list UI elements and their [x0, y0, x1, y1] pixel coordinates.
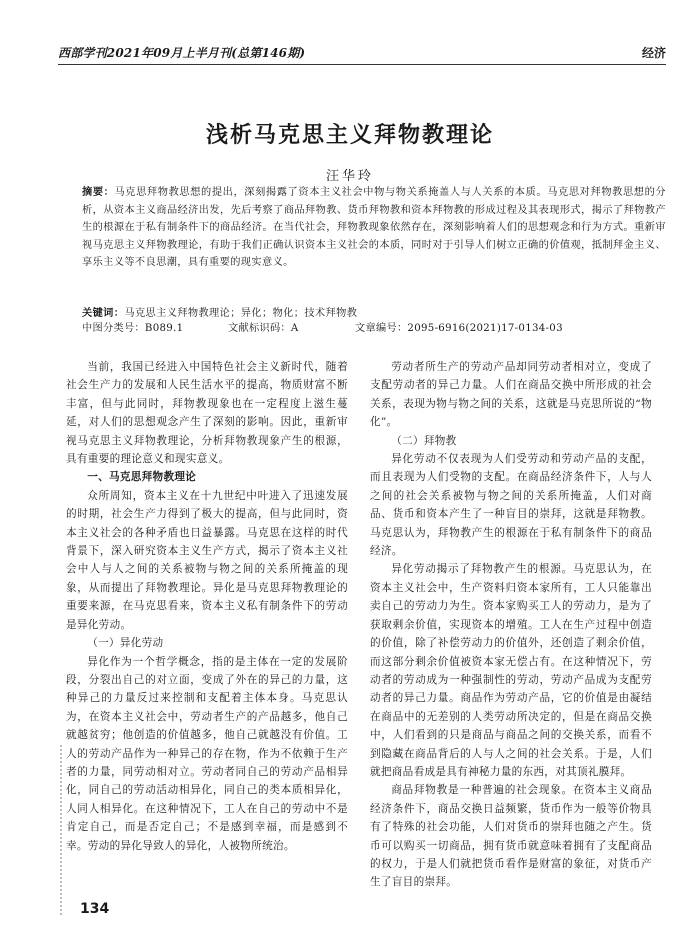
paragraph: 众所周知，资本主义在十九世纪中叶进入了迅速发展的时期，社会生产力得到了极大的提高，但与此同时，资本主义社会的各种矛盾也日益暴露。马克思在这样的时代背景下，深入研究资本主义生产方式，揭示了资本主义社会中人与人之间的关系被物与物之间的关系所掩盖的现象，从而提出了拜物教理论。异化是马克思拜物教理论的重要来源，在马克思看来，资本主义私有制条件下的劳动是异化劳动。 — [66, 489, 348, 631]
paragraph: 当前，我国已经进入中国特色社会主义新时代，随着社会生产力的发展和人民生活水平的提高，物质财富不断丰富，但与此同时，拜物教现象也在一定程度上滋生蔓延，对人们的思想观念产生了深刻的影响。因此，重新审视马克思主义拜物教理论，分析拜物教现象产生的根源，具有重要的理论意义和现实意义。 — [66, 361, 348, 466]
keywords-label: 关键词： — [82, 307, 125, 319]
paragraph: 劳动者所生产的劳动产品却同劳动者相对立，变成了支配劳动者的异己力量。人们在商品交换中所形成的社会关系，表现为物与物之间的关系，这就是马克思所说的“物化”。 — [370, 361, 652, 429]
document-code: 文献标识码：A — [228, 323, 299, 334]
keywords — [82, 305, 666, 322]
subsection-heading: （一）异化劳动 — [87, 637, 164, 650]
abstract-text: 马克思拜物教思想的提出，深刻揭露了资本主义社会中物与物关系掩盖人与人关系的本质。马克思对拜物教思想的分析，从资本主义商品经济出发，先后考察了商品拜物教、货币拜物教和资本拜物教的形成过程及其表现形式，揭示了拜物教产生的根源在于私有制条件下的商品经济。在当代社会，拜物教现象依然存在，深刻影响着人们的思想观念和行为方式。重新审视马克思主义拜物教理论，有助于我们正确认识资本主义社会的本质，同时对于引导人们树立正确的价值观，抵制拜金主义、享乐主义等不良思潮，具有重要的现实意义。 — [82, 187, 666, 269]
abstract — [82, 184, 666, 272]
body-column-left — [66, 358, 348, 903]
running-header — [58, 42, 666, 64]
keywords-text: 马克思主义拜物教理论；异化；物化；技术拜物教 — [124, 308, 358, 319]
body-column-right — [370, 358, 652, 918]
margin-dots — [60, 745, 66, 915]
paragraph: 商品拜物教是一种普遍的社会现象。在资本主义商品经济条件下，商品交换日益频繁，货币作为一般等价物具有了特殊的社会功能，人们对货币的崇拜也随之产生。货币可以购买一切商品，拥有货币就意味着拥有了支配商品的权力，于是人们就把货币看作是财富的象征，对货币产生了盲目的崇拜。 — [370, 784, 652, 889]
article-number: 文章编号：2095-6916(2021)17-0134-03 — [355, 323, 563, 334]
subsection-heading: （二）拜物教 — [391, 434, 457, 447]
header-divider — [58, 64, 666, 65]
paragraph: 异化劳动不仅表现为人们受劳动和劳动产品的支配，而且表现为人们受物的支配。在商品经济条件下，人与人之间的社会关系被物与物之间的关系所掩盖，人们对商品、货币和资本产生了一种盲目的崇拜，这就是拜物教。马克思认为，拜物教产生的根源在于私有制条件下的商品经济。 — [370, 453, 652, 558]
article-metadata — [82, 321, 666, 337]
article-title: 浅析马克思主义拜物教理论 — [205, 122, 494, 148]
section-label: 经济 — [641, 46, 666, 60]
abstract-label: 摘要： — [82, 186, 115, 198]
paragraph: 异化劳动揭示了拜物教产生的根源。马克思认为，在资本主义社会中，生产资料归资本家所有，工人只能靠出卖自己的劳动力为生。资本家购买工人的劳动力，是为了获取剩余价值，实现资本的增殖。工人在生产过程中创造的价值，除了补偿劳动力的价值外，还创造了剩余价值，而这部分剩余价值被资本家无偿占有。在这种情况下，劳动者的劳动成为一种强制性的劳动，劳动产品成为支配劳动者的异己力量。商品作为劳动产品，它的价值是由凝结在商品中的无差别的人类劳动所决定的，但是在商品交换中，人们看到的只是商品与商品之间的交换关系，而看不到隐藏在商品背后的人与人之间的社会关系。于是，人们就把商品看成是具有神秘力量的东西，对其顶礼膜拜。 — [370, 563, 652, 778]
section-heading: 一、马克思拜物教理论 — [87, 471, 197, 484]
journal-issue-info: 西部学刊2021年09月上半月刊(总第146期) — [58, 46, 306, 60]
class-number: 中图分类号：B089.1 — [82, 323, 184, 334]
page-number: 134 — [80, 901, 110, 917]
article-author: 汪华玲 — [325, 169, 374, 184]
paragraph: 异化作为一个哲学概念，指的是主体在一定的发展阶段，分裂出自己的对立面，变成了外在的异己的力量，这种异己的力量反过来控制和支配着主体本身。马克思认为，在资本主义社会中，劳动者生产的产品越多，他自己就越贫穷；他创造的价值越多，他自己就越没有价值。工人的劳动产品作为一种异己的存在物，作为不依赖于生产者的力量，同劳动相对立。劳动者同自己的劳动产品相异化，同自己的劳动活动相异化，同自己的类本质相异化，人同人相异化。在这种情况下，工人在自己的劳动中不是肯定自己，而是否定自己；不是感到幸福，而是感到不幸。劳动的异化导致人的异化，人被物所统治。 — [66, 655, 348, 852]
